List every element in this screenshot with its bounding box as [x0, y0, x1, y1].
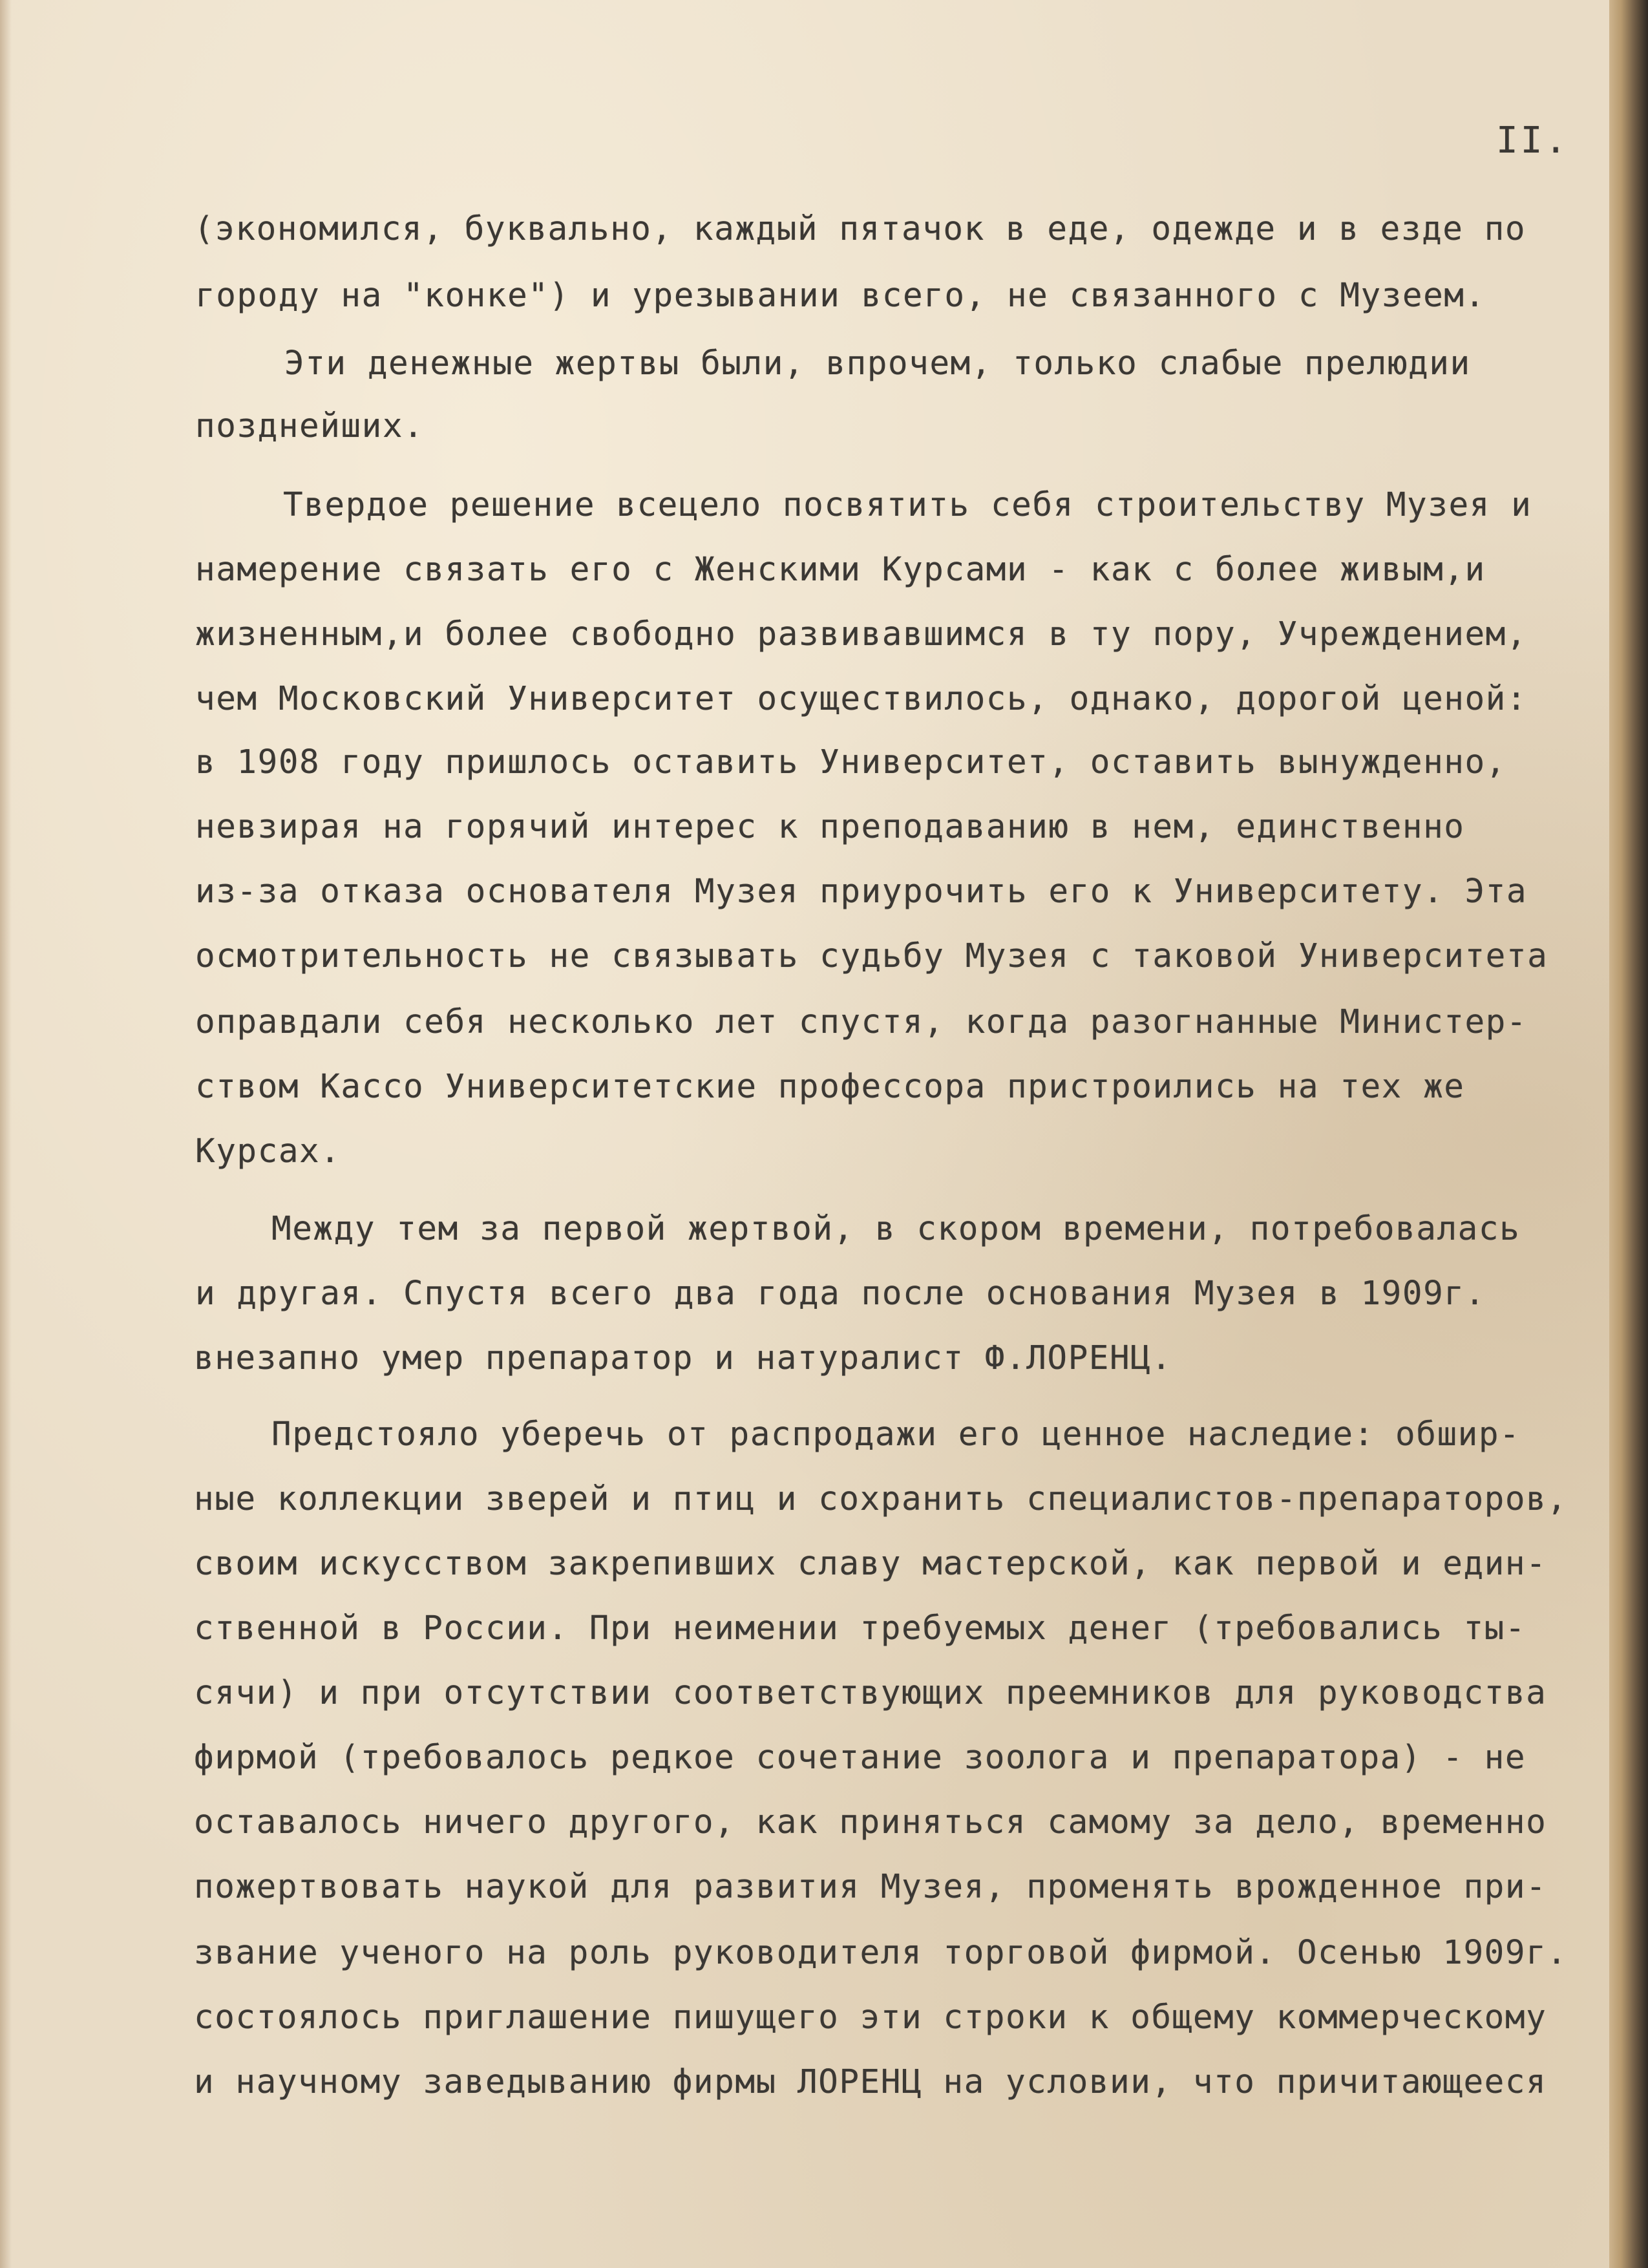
text-line: жизненным,и более свободно развивавшимся в ту пору, Учреждением,	[195, 615, 1528, 653]
text-line: Курсах.	[195, 1132, 341, 1171]
page-number: II.	[1496, 120, 1570, 162]
text-line: позднейших.	[195, 407, 425, 445]
text-line: оставалось ничего другого, как приняться самому за дело, временно	[194, 1803, 1547, 1841]
text-line: ством Кассо Университетские профессора пристроились на тех же	[195, 1068, 1465, 1106]
text-line: Эти денежные жертвы были, впрочем, только слабые прелюдии	[284, 344, 1471, 383]
text-line: (экономился, буквально, каждый пятачок в еде, одежде и в езде по	[194, 210, 1527, 248]
text-line: оправдали себя несколько лет спустя, когда разогнанные Министер-	[195, 1003, 1528, 1041]
text-line: ственной в России. При неимении требуемых денег (требовались ты-	[194, 1609, 1527, 1648]
text-line: городу на "конке") и урезывании всего, не связанного с Музеем.	[195, 277, 1486, 315]
paper-fold-shadow	[0, 0, 12, 2268]
text-line: и другая. Спустя всего два года после основания Музея в 1909г.	[195, 1275, 1486, 1313]
text-line: звание ученого на роль руководителя торговой фирмой. Осенью 1909г.	[194, 1934, 1568, 1972]
text-line: намерение связать его с Женскими Курсами - как с более живым,и	[195, 551, 1486, 589]
text-line: фирмой (требовалось редкое сочетание зоолога и препаратора) - не	[194, 1739, 1527, 1777]
text-line: невзирая на горячий интерес к преподаванию в нем, единственно	[195, 808, 1465, 846]
text-line: Между тем за первой жертвой, в скором времени, потребовалась	[271, 1210, 1521, 1248]
text-line: в 1908 году пришлось оставить Университет, оставить вынужденно,	[195, 743, 1506, 781]
text-line: и научному заведыванию фирмы ЛОРЕНЦ на условии, что причитающееся	[194, 2063, 1547, 2101]
text-line: состоялось приглашение пишущего эти строки к общему коммерческому	[194, 1998, 1547, 2037]
text-line: пожертвовать наукой для развития Музея, променять врожденное при-	[194, 1868, 1547, 1906]
scanner-background-edge	[1609, 0, 1648, 2268]
text-line: из-за отказа основателя Музея приурочить его к Университету. Эта	[195, 873, 1528, 911]
text-line: своим искусством закрепивших славу мастерской, как первой и един-	[194, 1545, 1547, 1583]
text-line: Твердое решение всецело посвятить себя строительству Музея и	[283, 486, 1532, 524]
text-line: чем Московский Университет осуществилось, однако, дорогой ценой:	[195, 680, 1528, 718]
text-line: внезапно умер препаратор и натуралист Ф.ЛОРЕНЦ.	[194, 1339, 1172, 1377]
text-line: Предстояло уберечь от распродажи его ценное наследие: обшир-	[271, 1415, 1521, 1454]
text-line: ные коллекции зверей и птиц и сохранить специалистов-препараторов,	[194, 1480, 1568, 1518]
text-line: сячи) и при отсутствии соответствующих преемников для руководства	[194, 1674, 1547, 1712]
text-line: осмотрительность не связывать судьбу Музея с таковой Университета	[195, 937, 1548, 975]
